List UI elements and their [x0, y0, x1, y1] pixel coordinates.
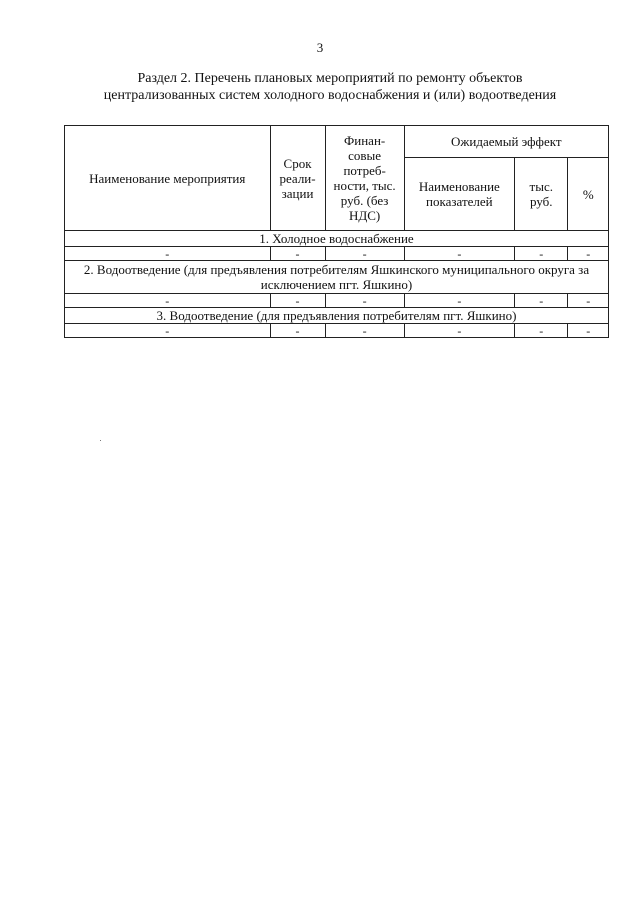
header-finance: Финан-совые потреб-ности, тыс. руб. (без НДС) — [325, 126, 404, 231]
cell-term: - — [270, 324, 325, 338]
header-indicator: Наименование показателей — [404, 158, 514, 231]
page-number: 3 — [316, 40, 324, 55]
table-row — [65, 294, 609, 308]
table-row — [65, 324, 609, 338]
header-term: Срок реали-зации — [270, 126, 325, 231]
cell-finance: - — [325, 247, 404, 261]
cell-rub: - — [515, 324, 568, 338]
cell-indicator: - — [404, 324, 514, 338]
section-title-cell: 3. Водоотведение (для предъявления потребителям пгт. Яшкино) — [65, 308, 609, 324]
table-row — [65, 247, 609, 261]
section-row-2 — [65, 261, 609, 294]
cell-finance: - — [325, 294, 404, 308]
section-title-cell: 1. Холодное водоснабжение — [65, 231, 609, 247]
header-row-1 — [65, 126, 609, 158]
header-rub: тыс. руб. — [515, 158, 568, 231]
header-name: Наименование мероприятия — [65, 126, 271, 231]
header-effect: Ожидаемый эффект — [404, 126, 608, 158]
planned-measures-table — [64, 125, 609, 338]
section-title-line-2: централизованных систем холодного водоснабжения и (или) водоотведения — [103, 88, 557, 103]
cell-indicator: - — [404, 247, 514, 261]
cell-term: - — [270, 294, 325, 308]
cell-name: - — [65, 294, 271, 308]
header-pct: % — [568, 158, 609, 231]
cell-name: - — [65, 324, 271, 338]
cell-finance: - — [325, 324, 404, 338]
cell-rub: - — [515, 247, 568, 261]
section-title-line-1: Раздел 2. Перечень плановых мероприятий по ремонту объектов — [137, 71, 523, 86]
cell-pct: - — [568, 247, 609, 261]
scan-speck — [100, 440, 101, 441]
section-row-1 — [65, 231, 609, 247]
cell-name: - — [65, 247, 271, 261]
cell-indicator: - — [404, 294, 514, 308]
cell-rub: - — [515, 294, 568, 308]
cell-pct: - — [568, 324, 609, 338]
cell-term: - — [270, 247, 325, 261]
section-row-3 — [65, 308, 609, 324]
section-title-cell: 2. Водоотведение (для предъявления потребителям Яшкинского муниципального округа за исключением пгт. Яшкино) — [65, 261, 609, 294]
cell-pct: - — [568, 294, 609, 308]
section-title — [60, 70, 600, 104]
